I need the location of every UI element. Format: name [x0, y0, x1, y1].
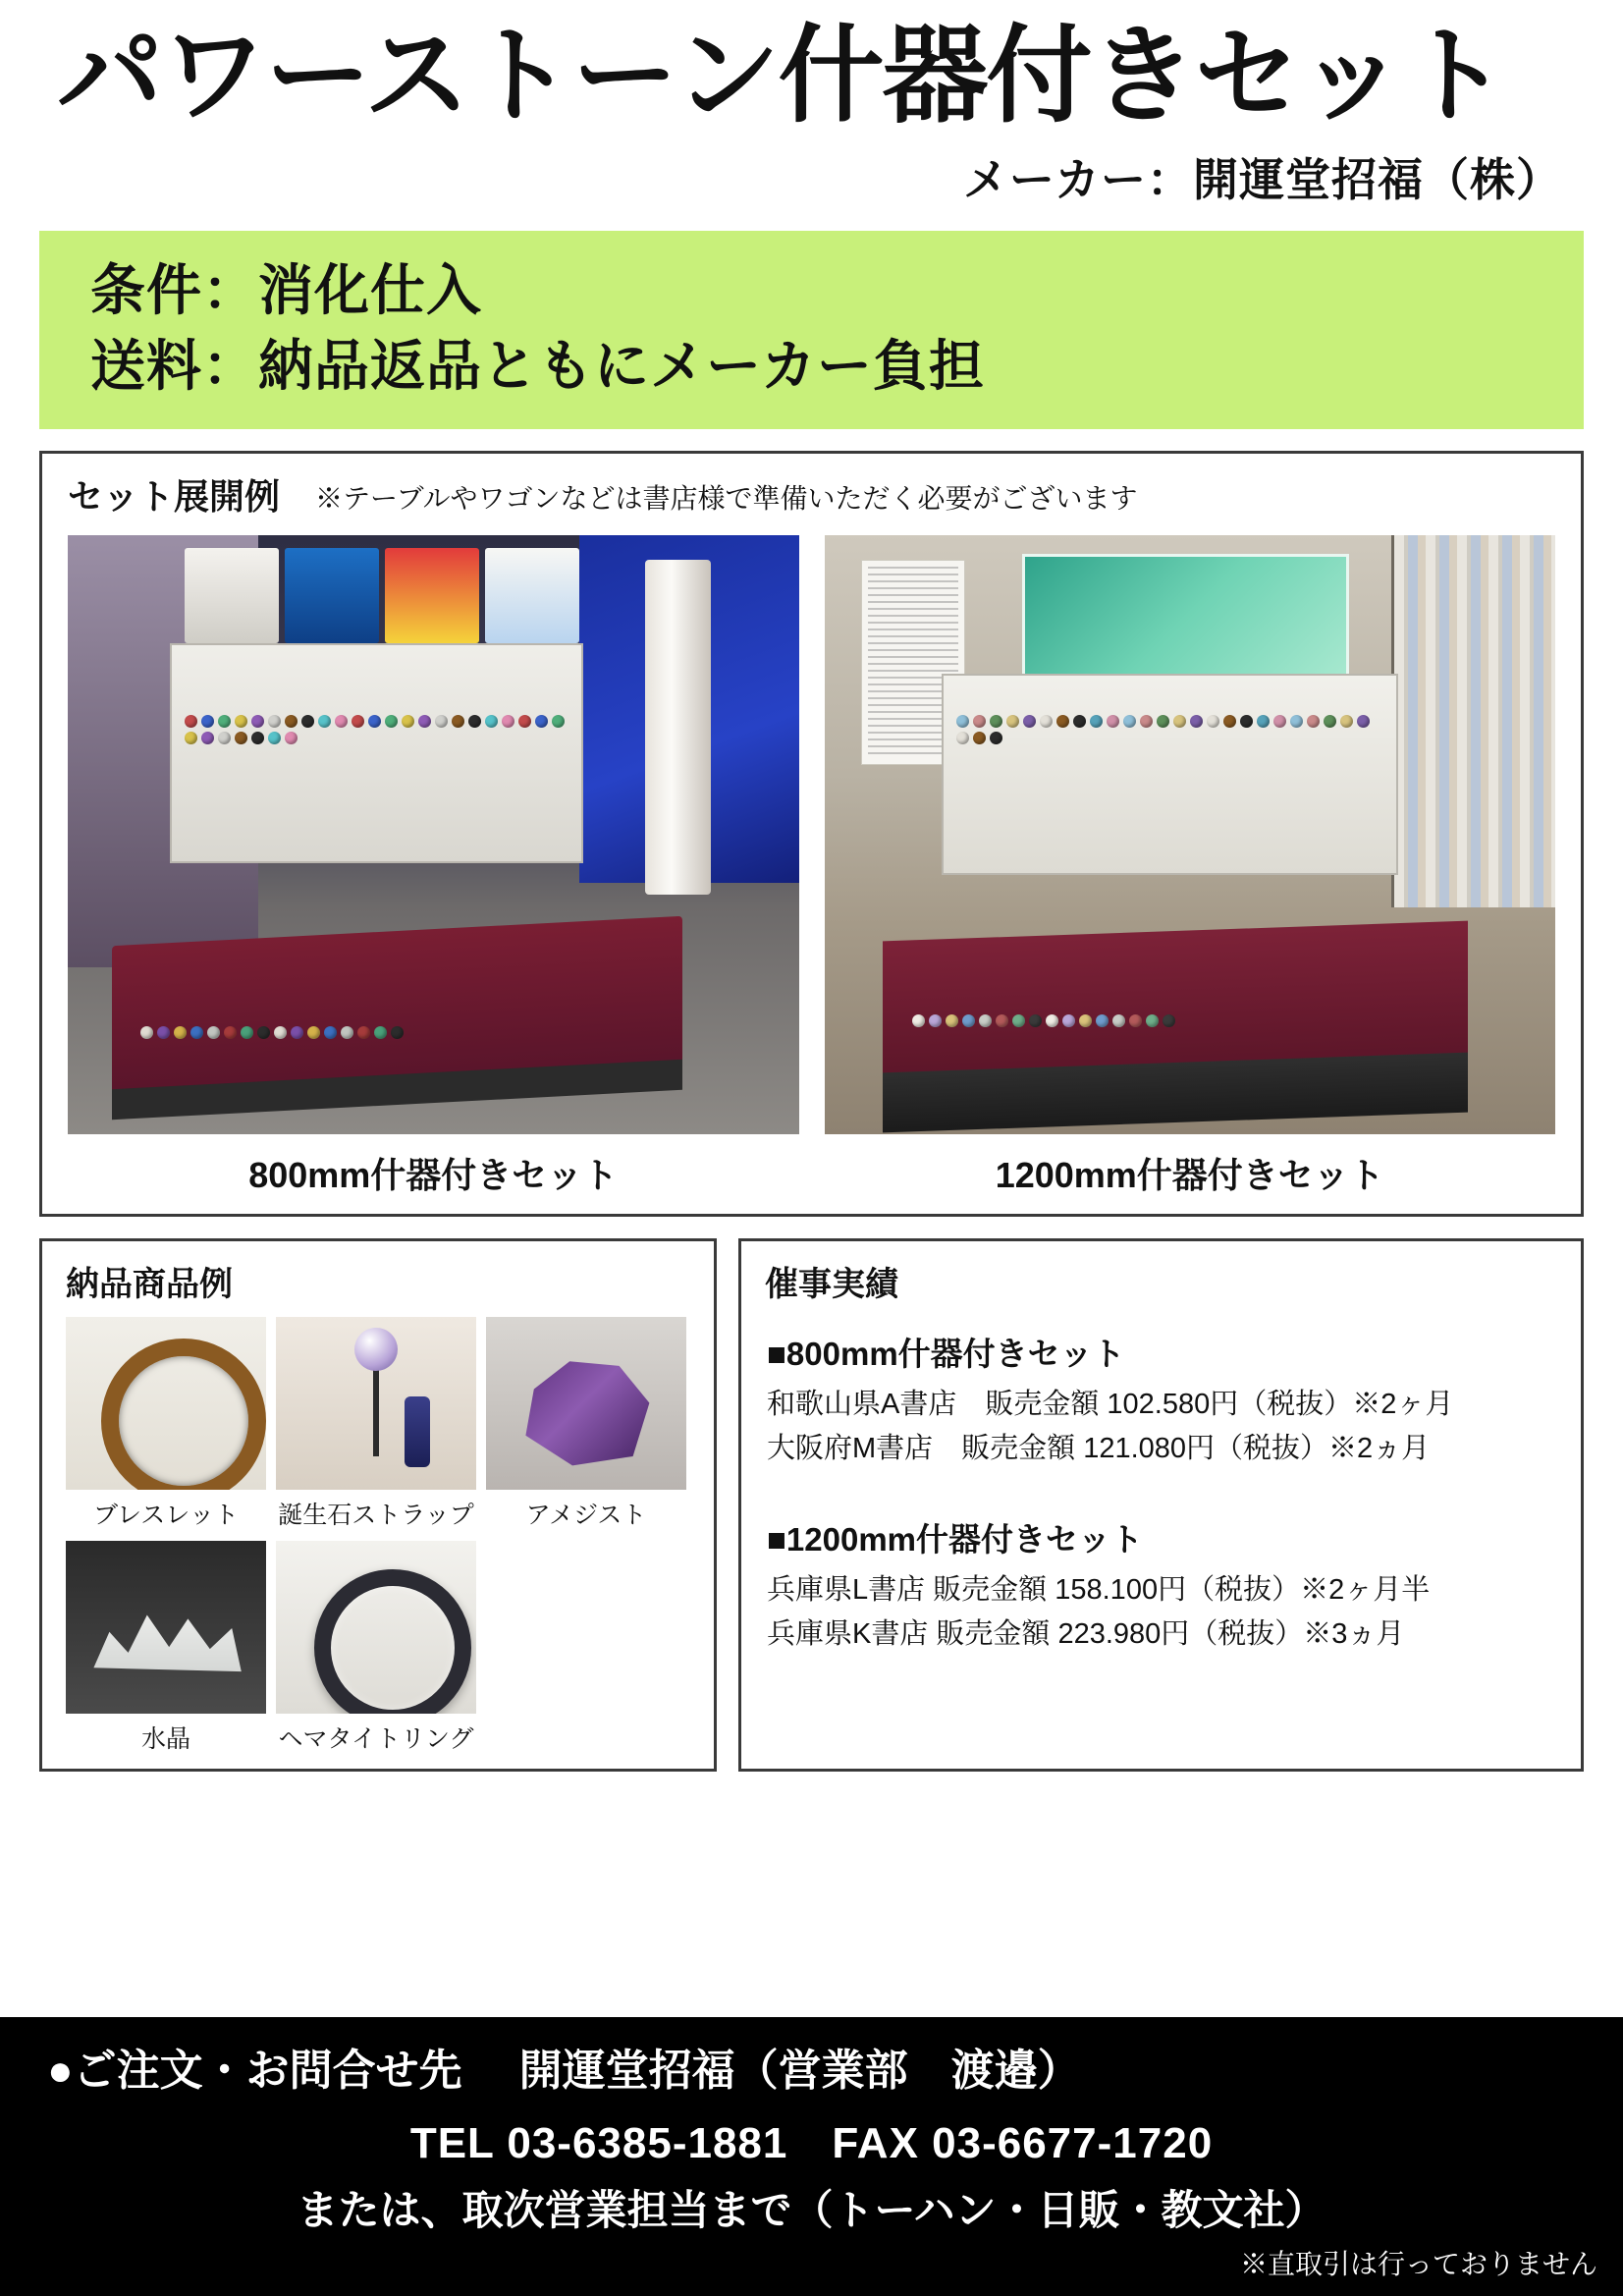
condition-line-1: 条件：消化仕入 [90, 258, 482, 321]
results-block-800mm [741, 1311, 1581, 1471]
hematite-ring-photo [276, 1541, 476, 1714]
results-heading: ■800mm什器付きセット [767, 1336, 1125, 1373]
goods-caption: 水晶 [140, 1725, 190, 1754]
footer-alt-contact: または、取次営業担当まで（トーハン・日販・教文社） [297, 2187, 1326, 2233]
goods-item [66, 1541, 266, 1755]
photo-col-1200 [825, 535, 1556, 1214]
goods-caption: ヘマタイトリング [278, 1725, 474, 1754]
display-photo-800mm [68, 535, 799, 1134]
results-line: 和歌山県A書店 販売金額 102.580円（税抜）※2ヶ月 [767, 1389, 1454, 1421]
goods-caption: ブレスレット [92, 1502, 239, 1530]
quartz-photo [66, 1541, 266, 1714]
results-line: 兵庫県K書店 販売金額 223.980円（税抜）※3ヵ月 [767, 1618, 1405, 1651]
footer-contact [0, 2017, 1623, 2296]
goods-panel-title: 納品商品例 [66, 1266, 233, 1304]
results-panel-title: 催事実績 [765, 1266, 898, 1304]
goods-grid [42, 1311, 714, 1769]
condition-line-2: 送料：納品返品ともにメーカー負担 [90, 335, 985, 398]
set-examples-photos [42, 527, 1581, 1214]
amethyst-photo [486, 1317, 686, 1490]
goods-item [276, 1541, 476, 1755]
bracelet-photo [66, 1317, 266, 1490]
page-title: パワーストーン什器付きセット [57, 16, 1507, 135]
bottom-panels [39, 1238, 1584, 1772]
results-heading: ■1200mm什器付きセット [767, 1521, 1144, 1558]
goods-caption: 誕生石ストラップ [278, 1502, 474, 1530]
photo-col-800 [68, 535, 799, 1214]
results-block-1200mm [741, 1497, 1581, 1657]
maker-name: メーカー：開運堂招福（株） [962, 153, 1562, 205]
goods-item [486, 1317, 686, 1531]
set-examples-section [39, 451, 1584, 1217]
results-panel [738, 1238, 1584, 1772]
set-examples-note: ※テーブルやワゴンなどは書店様で準備いただく必要がございます [315, 483, 1138, 515]
goods-item [66, 1317, 266, 1531]
footer-contact-person: 開運堂招福（営業部 渡邉） [518, 2047, 1081, 2095]
photo-caption-800mm: 800mm什器付きセット [248, 1155, 619, 1196]
results-line: 大阪府M書店 販売金額 121.080円（税抜）※2ヵ月 [767, 1433, 1431, 1465]
goods-panel [39, 1238, 717, 1772]
goods-item [276, 1317, 476, 1531]
birthstone-strap-photo [276, 1317, 476, 1490]
footer-order-row [0, 2035, 1623, 2098]
condition-box [39, 231, 1584, 430]
footer-tel-fax: TEL 03-6385-1881 FAX 03-6677-1720 [409, 2119, 1214, 2167]
footer-note: ※直取引は行っておりません [1239, 2249, 1597, 2279]
footer-order-label: ●ご注文・お問合せ先 [47, 2047, 462, 2095]
photo-caption-1200mm: 1200mm什器付きセット [995, 1155, 1384, 1196]
set-examples-header [42, 454, 1581, 527]
results-line: 兵庫県L書店 販売金額 158.100円（税抜）※2ヶ月半 [767, 1574, 1431, 1607]
set-examples-title: セット展開例 [68, 476, 281, 518]
goods-caption: アメジスト [525, 1502, 647, 1530]
display-photo-1200mm [825, 535, 1556, 1134]
